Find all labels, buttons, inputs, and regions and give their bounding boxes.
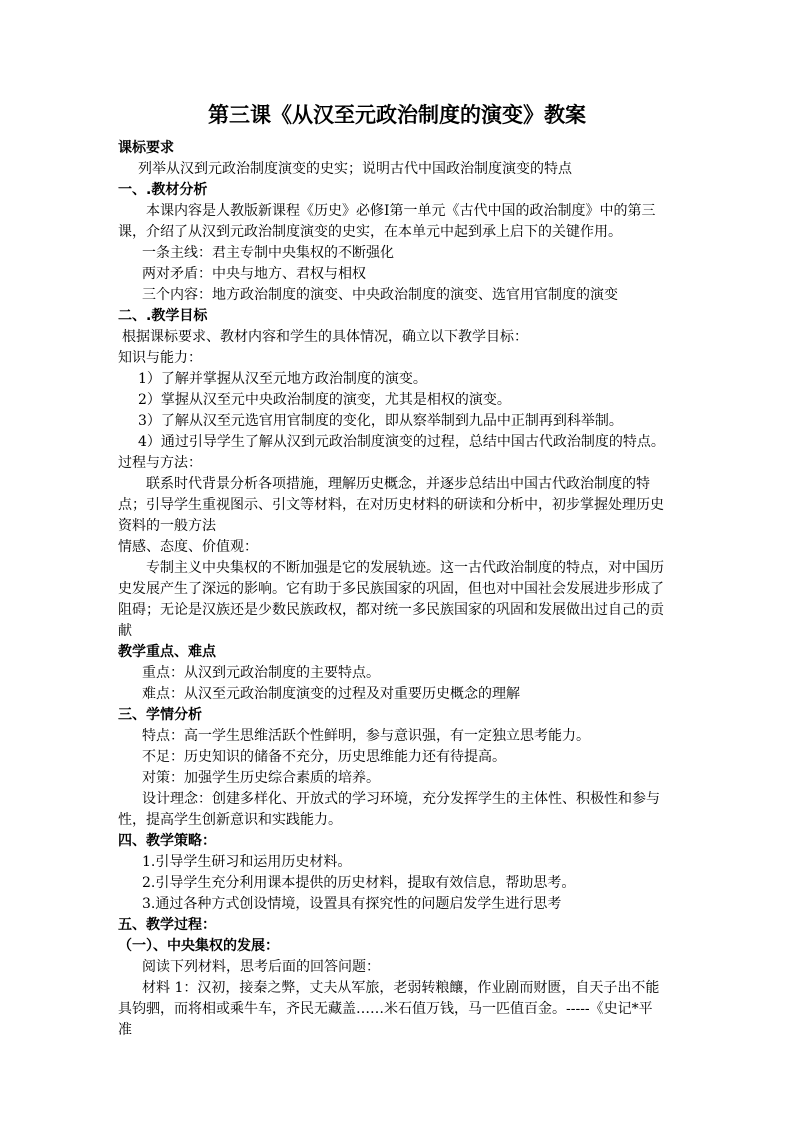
xueqing-feature: 特点：高一学生思维活跃个性鲜明，参与意识强，有一定独立思考能力。 [142, 728, 590, 744]
celue-item-2: 2.引导学生充分利用课本提供的历史材料，提取有效信息，帮助思考。 [142, 875, 576, 891]
process-text: 联系时代背景分析各项措施，理解历史概念，并逐步总结出中国古代政治制度的特点；引导学生重视图示、引文等材料，在对历史材料的研读和分析中，初步掌握处理历史资料的一般方法 [118, 476, 664, 534]
jiaocai-item-2: 两对矛盾：中央与地方、君权与相权 [142, 266, 366, 282]
celue-item-3: 3.通过各种方式创设情境，设置具有探究性的问题启发学生进行思考 [142, 896, 562, 912]
difficult-point: 难点：从汉至元政治制度演变的过程及对重要历史概念的理解 [142, 686, 520, 702]
xueqing-lack: 不足：历史知识的储备不充分，历史思维能力还有待提高。 [142, 749, 506, 765]
knowledge-item-2: 2）掌握从汉至元中央政治制度的演变，尤其是相权的演变。 [138, 392, 511, 408]
guocheng-prompt: 阅读下列材料，思考后面的回答问题： [142, 959, 380, 975]
section-heading-xueqing: 三、学情分析 [118, 707, 202, 723]
key-point: 重点：从汉到元政治制度的主要特点。 [142, 665, 380, 681]
knowledge-label: 知识与能力： [118, 350, 202, 366]
jiaocai-item-1: 一条主线：君主专制中央集权的不断强化 [142, 245, 394, 261]
kebiao-text: 列举从汉到元政治制度演变的史实；说明古代中国政治制度演变的特点 [138, 161, 572, 177]
knowledge-item-4: 4）通过引导学生了解从汉到元政治制度演变的过程，总结中国古代政治制度的特点。 [138, 434, 665, 450]
document-body [118, 138, 664, 1041]
section-heading-jiaocai: 一、.教材分析 [118, 182, 208, 198]
emotion-text: 专制主义中央集权的不断加强是它的发展轨迹。这一古代政治制度的特点，对中国历史发展产生了深远的影响。它有助于多民族国家的巩固，但也对中国社会发展进步形成了阻碍；无论是汉族还是少数民族政权，都对统一多民族国家的巩固和发展做出过自己的贡献 [118, 560, 664, 639]
section-heading-mubiao: 二、.教学目标 [118, 308, 208, 324]
mubiao-intro: 根据课标要求、教材内容和学生的具体情况，确立以下教学目标： [122, 329, 528, 345]
xueqing-concept: 设计理念：创建多样化、开放式的学习环境，充分发挥学生的主体性、积极性和参与性，提高学生创新意识和实践能力。 [118, 791, 660, 828]
xueqing-measure: 对策：加强学生历史综合素质的培养。 [142, 770, 380, 786]
section-heading-celue: 四、教学策略： [118, 833, 216, 849]
jiaocai-item-3: 三个内容：地方政治制度的演变、中央政治制度的演变、选官用官制度的演变 [142, 287, 618, 303]
guocheng-sub-heading: （一）、中央集权的发展： [118, 938, 279, 954]
knowledge-item-3: 3）了解从汉至元选官用官制度的变化，即从察举制到九品中正制再到科举制。 [138, 413, 623, 429]
page-title: 第三课《从汉至元政治制度的演变》教案 [208, 102, 586, 127]
emotion-label: 情感、态度、价值观： [118, 539, 258, 555]
section-heading-zhongdian: 教学重点、难点 [118, 644, 216, 660]
guocheng-material-1: 材料 1：汉初，接秦之弊，丈夫从军旅，老弱转粮饟，作业剧而财匮，自天子出不能具钧驷，而将相或乘牛车，齐民无藏盖……米石值万钱，马一匹值百金。-----《史记*平准 [118, 980, 660, 1038]
jiaocai-intro: 本课内容是人教版新课程《历史》必修Ⅰ第一单元《古代中国的政治制度》中的第三课，介绍了从汉到元政治制度演变的史实，在本单元中起到承上启下的关键作用。 [118, 203, 656, 240]
section-heading-guocheng: 五、教学过程： [118, 917, 216, 933]
celue-item-1: 1.引导学生研习和运用历史材料。 [142, 854, 352, 870]
section-heading-kebiao: 课标要求 [118, 140, 174, 156]
knowledge-item-1: 1）了解并掌握从汉至元地方政治制度的演变。 [138, 371, 427, 387]
process-label: 过程与方法： [118, 455, 202, 471]
